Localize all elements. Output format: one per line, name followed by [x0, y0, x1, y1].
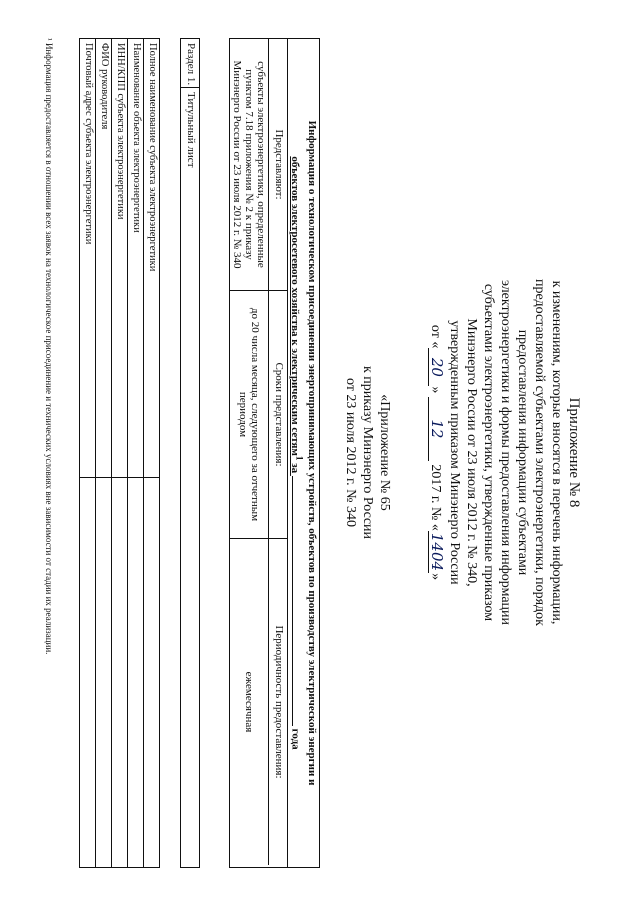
cell-submitters: субъекты электроэнергетики, определенные пунктом 7.18 приложения № 2 к приказу Минэнерго России от 23 июля 2012 г. № 340	[230, 39, 268, 291]
order-date-line	[427, 0, 445, 905]
date-end: »	[428, 573, 443, 581]
report-title	[287, 39, 319, 867]
table-row	[143, 39, 159, 867]
field-label: Наименование объекта электроэнергетики	[128, 39, 143, 478]
appendix-65-line3: от 23 июля 2012 г. № 340	[343, 378, 358, 527]
footnote: ¹ Информация предоставляется в отношении всех заявок на технологическое присоединение и технических условиях вне зависимости от стадии их реализации.	[44, 38, 54, 655]
appendix-8-title: Приложение № 8	[566, 397, 582, 508]
order-number-handwritten: 1404	[428, 532, 446, 572]
date-day-handwritten: 20	[428, 348, 445, 386]
section-row	[180, 38, 200, 868]
table-row	[95, 39, 111, 867]
section-number: Раздел 1.	[181, 39, 199, 88]
report-title-line1: Информация о технологическом присоединении энергопринимающих устройств, объектов по производству электрической энергии и	[306, 120, 318, 786]
report-info-table	[229, 38, 320, 868]
field-label: ИНН/КПП субъекта электроэнергетики	[112, 39, 127, 478]
field-value[interactable]	[96, 478, 111, 867]
field-value[interactable]	[80, 478, 95, 867]
header-line-6: Минэнерго России от 23 июля 2012 г. № 340,	[464, 318, 479, 587]
field-value[interactable]	[128, 478, 143, 867]
col-header-submitters: Представляют:	[268, 39, 287, 291]
table-row	[80, 39, 95, 867]
field-value[interactable]	[144, 478, 159, 867]
table-row	[127, 39, 143, 867]
report-year-word: года	[289, 728, 302, 750]
header-line-3: предоставления информации субъектами	[515, 329, 530, 576]
field-label: Полное наименование субъекта электроэнергетики	[144, 39, 159, 478]
date-sep: »	[428, 386, 443, 394]
date-prefix: от «	[428, 324, 443, 349]
col-header-periodicity: Периодичность предоставления:	[268, 539, 287, 865]
header-line-4: электроэнергетики и формы предоставления информации	[498, 279, 513, 626]
field-label: Почтовый адрес субъекта электроэнергетики	[80, 39, 95, 478]
col-header-deadlines: Сроки представления:	[268, 291, 287, 539]
header-line-5: субъектами электроэнергетики, утвержденные приказом	[481, 283, 496, 622]
header-line-7: утвержденным приказом Минэнерго России	[447, 320, 462, 585]
date-year: 2017 г. № «	[428, 464, 443, 531]
appendix-65-title: «Приложение № 65	[377, 394, 392, 511]
field-value[interactable]	[112, 478, 127, 867]
title-sheet-table	[79, 38, 160, 868]
header-line-1: к изменениям, которые вносятся в перечень информации,	[549, 280, 564, 625]
cell-periodicity: ежемесячная	[243, 671, 256, 733]
report-info-grid	[230, 39, 287, 867]
report-title-line2: объектов электросетевого хозяйства к электрическим сетям$^1$ за года	[289, 156, 305, 750]
section-name: Титульный лист	[185, 92, 197, 168]
report-year-blank	[292, 476, 293, 726]
cell-deadlines: до 20 числа месяца, следующего за отчетным периодом	[230, 291, 268, 539]
date-month-handwritten: 12	[428, 397, 445, 461]
header-line-2: предоставляемой субъектами электроэнергетики, порядок	[532, 279, 547, 626]
appendix-65-line2: к приказу Минэнерго России	[360, 365, 375, 540]
field-label: ФИО руководителя	[96, 39, 111, 478]
table-row	[111, 39, 127, 867]
